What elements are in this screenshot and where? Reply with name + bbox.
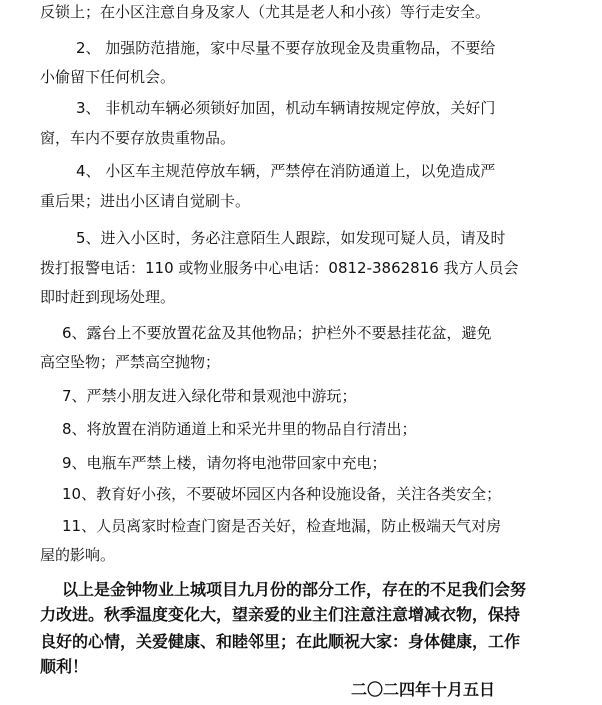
closing-line: 力改进。秋季温度变化大，望亲爱的业主们注意注意增减衣物，保持 [40,605,521,624]
text-line: 10、教育好小孩，不要破坏园区内各种设施设备，关注各类安全； [62,485,502,503]
text-line: 7、严禁小朋友进入绿化带和景观池中游玩； [62,387,357,405]
text-line: 重后果；进出小区请自觉刷卡。 [40,192,251,210]
text-line: 拨打报警电话：110 或物业服务中心电话：0812-3862816 我方人员会 [40,259,519,277]
text-line: 反锁上；在小区注意自身及家人（尤其是老人和小孩）等行走安全。 [40,3,491,21]
text-line: 5、进入小区时，务必注意陌生人跟踪，如发现可疑人员，请及时 [76,229,506,247]
document-date: 二〇二四年十月五日 [351,680,496,699]
text-line: 2、 加强防范措施，家中尽量不要存放现金及贵重物品，不要给 [76,39,496,57]
text-line: 小偷留下任何机会。 [40,68,176,86]
text-line: 6、露台上不要放置花盆及其他物品；护栏外不要悬挂花盆，避免 [62,324,492,342]
text-line: 高空坠物；严禁高空抛物； [40,353,221,371]
closing-line: 顺利！ [40,657,89,676]
closing-line: 以上是金钟物业上城项目九月份的部分工作，存在的不足我们会努 [62,580,527,599]
text-line: 窗，车内不要存放贵重物品。 [40,129,236,147]
closing-line: 良好的心情，关爱健康、和睦邻里；在此顺祝大家：身体健康，工作 [40,632,521,651]
text-line: 即时赶到现场处理。 [40,288,176,306]
text-line: 9、电瓶车严禁上楼，请勿将电池带回家中充电； [62,454,387,472]
text-line: 屋的影响。 [40,546,116,564]
text-line: 8、将放置在消防通道上和采光井里的物品自行清出； [62,420,417,438]
text-line: 11、人员离家时检查门窗是否关好，检查地漏，防止极端天气对房 [62,517,502,535]
text-line: 4、 小区车主规范停放车辆，严禁停在消防通道上，以免造成严 [76,162,496,180]
text-line: 3、 非机动车辆必须锁好加固，机动车辆请按规定停放，关好门 [76,99,496,117]
